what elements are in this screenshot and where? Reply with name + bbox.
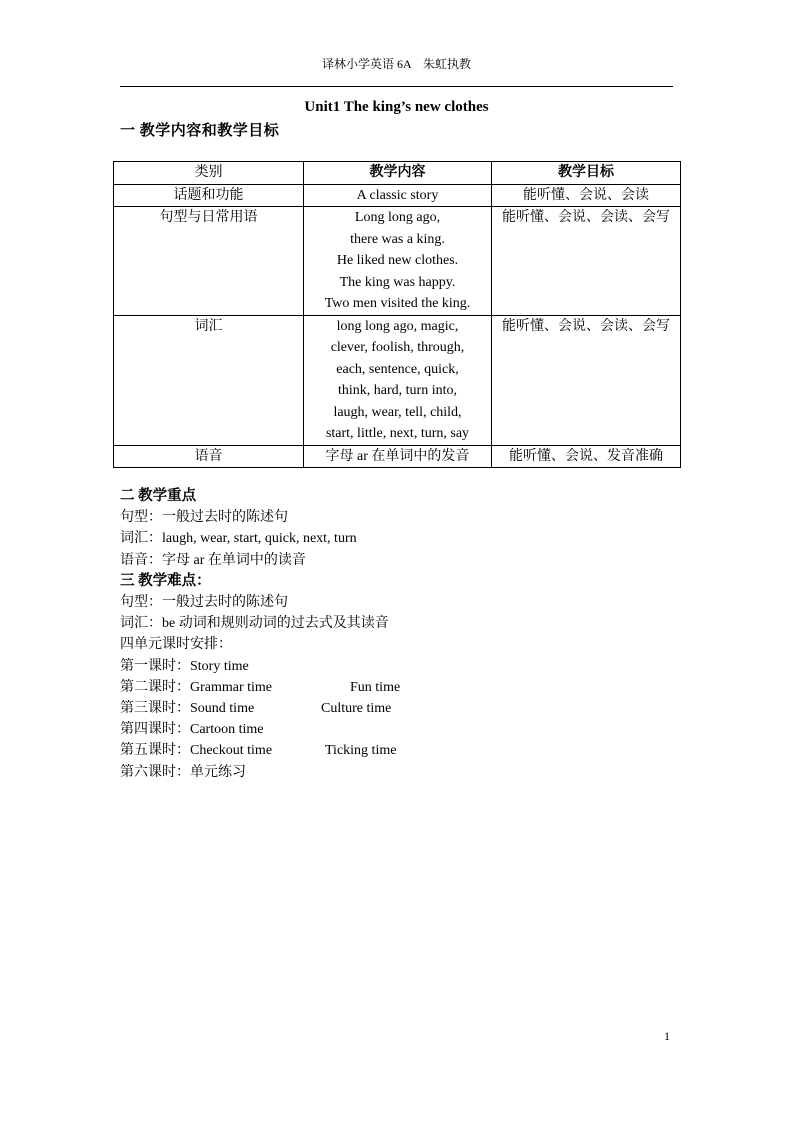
row-content bbox=[304, 315, 492, 445]
content-line: think, hard, turn into, bbox=[338, 383, 457, 398]
row-content bbox=[304, 445, 492, 468]
content-line: He liked new clothes. bbox=[336, 253, 459, 268]
schedule-line bbox=[120, 740, 400, 761]
schedule-line bbox=[120, 677, 400, 698]
content-line: The king was happy. bbox=[339, 274, 456, 290]
schedule-heading: 四单元课时安排： bbox=[120, 637, 232, 653]
body-text bbox=[120, 486, 400, 783]
schedule-line bbox=[120, 719, 400, 740]
content-line: clever, foolish, through, bbox=[330, 340, 465, 355]
content-line: each, sentence, quick, bbox=[336, 361, 459, 377]
schedule-lesson: 第六课时：单元练习 bbox=[120, 764, 246, 780]
row-category: 词汇 bbox=[114, 315, 304, 445]
content-line: Long long ago, bbox=[354, 210, 441, 225]
content-line: long long ago, magic, bbox=[336, 318, 459, 334]
row-content bbox=[304, 184, 492, 207]
page-header: 译林小学英语 6A 朱虹执教 bbox=[321, 57, 471, 71]
row-target: 能听懂、会说、会读、会写 bbox=[491, 315, 680, 445]
row-category: 语音 bbox=[114, 445, 304, 468]
row-content bbox=[304, 207, 492, 316]
content-line: there was a king. bbox=[350, 231, 445, 247]
schedule-line bbox=[120, 656, 400, 677]
teaching-plan-table bbox=[113, 161, 681, 468]
row-target: 能听懂、会说、会读、会写 bbox=[491, 207, 680, 316]
content-line: laugh, wear, tell, child, bbox=[333, 404, 462, 420]
section2-line: 语音：字母 ar 在单词中的读音 bbox=[120, 552, 306, 568]
table-row bbox=[114, 207, 681, 316]
row-category: 句型与日常用语 bbox=[114, 207, 304, 316]
section2-line: 词汇：laugh, wear, start, quick, next, turn bbox=[120, 531, 357, 547]
section1-heading: 一 教学内容和教学目标 bbox=[120, 123, 280, 139]
table-row bbox=[114, 315, 681, 445]
document-title: Unit1 The king’s new clothes bbox=[304, 99, 489, 115]
row-category: 话题和功能 bbox=[114, 184, 304, 207]
row-target: 能听懂、会说、会读 bbox=[491, 184, 680, 207]
table-row bbox=[114, 445, 681, 468]
schedule-line bbox=[120, 698, 400, 719]
section3-line: 句型：一般过去时的陈述句 bbox=[120, 595, 288, 611]
schedule-extra: Fun time bbox=[350, 679, 401, 695]
schedule-lesson: 第二课时：Grammar time bbox=[120, 679, 273, 695]
schedule-lesson: 第五课时：Checkout time bbox=[120, 743, 273, 759]
content-line: start, little, next, turn, say bbox=[325, 426, 470, 441]
content-line: A classic story bbox=[356, 187, 439, 203]
content-line: 字母 ar 在单词中的发音 bbox=[325, 448, 470, 464]
header-content: 教学内容 bbox=[304, 162, 492, 185]
header-target: 教学目标 bbox=[491, 162, 680, 185]
schedule-lesson: 第四课时：Cartoon time bbox=[120, 722, 264, 738]
schedule-lesson: 第一课时：Story time bbox=[120, 658, 249, 674]
section3-line: 词汇：be 动词和规则动词的过去式及其读音 bbox=[120, 616, 389, 632]
content-line: Two men visited the king. bbox=[324, 296, 471, 311]
section3-heading: 三 教学难点： bbox=[120, 572, 211, 589]
schedule-extra: Ticking time bbox=[325, 743, 397, 759]
table-header-row bbox=[114, 162, 681, 185]
schedule-extra: Culture time bbox=[321, 701, 392, 717]
page-number: 1 bbox=[664, 1029, 670, 1043]
schedule-lesson: 第三课时：Sound time bbox=[120, 701, 255, 717]
schedule-line bbox=[120, 762, 400, 783]
row-target: 能听懂、会说、发音准确 bbox=[491, 445, 680, 468]
header-category: 类别 bbox=[114, 162, 304, 185]
section2-heading: 二 教学重点 bbox=[120, 488, 197, 504]
header-rule bbox=[120, 86, 673, 87]
section2-line: 句型：一般过去时的陈述句 bbox=[120, 510, 288, 526]
table-row bbox=[114, 184, 681, 207]
